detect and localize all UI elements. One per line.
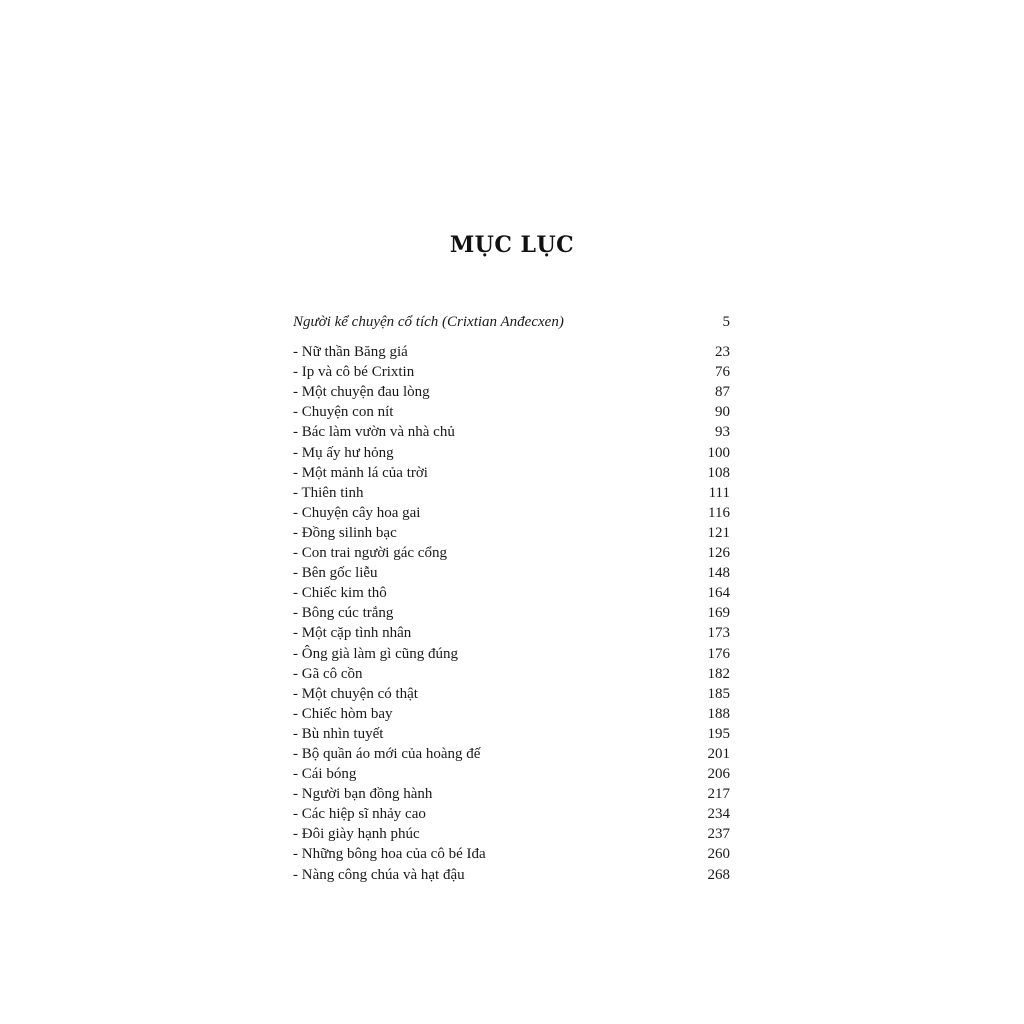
toc-entry [293, 563, 730, 583]
toc-entry [293, 804, 730, 824]
toc-entry-list [293, 342, 730, 885]
toc-entry [293, 422, 730, 442]
toc-entry-label: - Một chuyện đau lòng [293, 384, 430, 401]
toc-entry [293, 523, 730, 543]
toc-entry-page: 169 [707, 605, 730, 622]
toc-entry-label: - Bộ quần áo mới của hoàng đế [293, 745, 481, 762]
toc-entry [293, 724, 730, 744]
toc-entry-label: - Cái bóng [293, 766, 357, 783]
toc-intro-entry [293, 312, 730, 332]
toc-entry-label: - Người bạn đồng hành [293, 786, 433, 803]
toc-entry-label: - Một mảnh lá của trời [293, 464, 428, 481]
toc-entry [293, 362, 730, 382]
toc-entry [293, 342, 730, 362]
toc-entry [293, 543, 730, 563]
toc-entry-page: 100 [707, 444, 730, 461]
toc-entry-page: 108 [707, 464, 730, 481]
toc-entry-label: - Các hiệp sĩ nhảy cao [293, 806, 426, 823]
toc-entry-page: 87 [715, 384, 730, 401]
toc-entry [293, 664, 730, 684]
toc-entry-label: - Bông cúc trắng [293, 605, 394, 622]
toc-entry-page: 23 [715, 344, 730, 361]
toc-entry-label: Người kể chuyện cổ tích (Crixtian Anđecxen) [293, 314, 564, 330]
toc-entry-page: 176 [707, 645, 730, 662]
toc-entry-label: - Bù nhìn tuyết [293, 725, 384, 742]
toc-entry-page: 260 [707, 846, 730, 863]
toc-entry-label: - Một cặp tình nhân [293, 625, 412, 642]
toc-entry [293, 704, 730, 724]
toc-entry-label: - Ip và cô bé Crixtin [293, 364, 415, 381]
toc-entry-page: 201 [707, 745, 730, 762]
toc-entry [293, 382, 730, 402]
toc-entry [293, 402, 730, 422]
toc-entry [293, 865, 730, 885]
toc-entry [293, 824, 730, 844]
toc-entry [293, 503, 730, 523]
toc-entry-label: - Chiếc hòm bay [293, 705, 393, 722]
toc-entry-page: 148 [707, 565, 730, 582]
toc-entry-label: - Thiên tinh [293, 484, 364, 501]
toc-entry [293, 443, 730, 463]
toc-entry-page: 237 [707, 826, 730, 843]
toc-entry-page: 5 [722, 314, 730, 330]
table-of-contents [293, 312, 730, 885]
toc-entry-page: 188 [707, 705, 730, 722]
toc-entry [293, 844, 730, 864]
toc-entry-label: - Mụ ấy hư hỏng [293, 444, 394, 461]
toc-entry-page: 268 [707, 866, 730, 883]
toc-entry-label: - Ông già làm gì cũng đúng [293, 645, 458, 662]
toc-entry-label: - Chiếc kim thô [293, 585, 387, 602]
toc-entry-label: - Bên gốc liễu [293, 565, 378, 582]
toc-entry-label: - Con trai người gác cổng [293, 545, 447, 562]
toc-entry [293, 623, 730, 643]
toc-entry-label: - Bác làm vườn và nhà chủ [293, 424, 455, 441]
toc-entry [293, 684, 730, 704]
toc-entry-label: - Một chuyện có thật [293, 685, 418, 702]
toc-entry-label: - Những bông hoa của cô bé Iđa [293, 846, 486, 863]
toc-entry-page: 121 [707, 524, 730, 541]
toc-entry-page: 234 [707, 806, 730, 823]
toc-entry-label: - Chuyện cây hoa gai [293, 504, 421, 521]
toc-entry [293, 764, 730, 784]
toc-entry-page: 76 [715, 364, 730, 381]
toc-entry-label: - Đồng silinh bạc [293, 524, 397, 541]
toc-entry-page: 185 [707, 685, 730, 702]
toc-entry-page: 217 [707, 786, 730, 803]
toc-entry-page: 206 [707, 766, 730, 783]
toc-entry-page: 182 [707, 665, 730, 682]
page-title: MỤC LỤC [449, 232, 575, 258]
toc-entry [293, 583, 730, 603]
toc-entry [293, 744, 730, 764]
toc-entry-label: - Chuyện con nít [293, 404, 394, 421]
toc-entry [293, 644, 730, 664]
toc-entry-page: 93 [715, 424, 730, 441]
toc-entry [293, 784, 730, 804]
toc-entry-page: 116 [708, 504, 730, 521]
toc-entry-label: - Gã cô cồn [293, 665, 363, 682]
toc-entry-page: 164 [707, 585, 730, 602]
toc-entry-page: 195 [707, 725, 730, 742]
toc-entry-page: 90 [715, 404, 730, 421]
toc-entry [293, 463, 730, 483]
toc-entry-page: 111 [708, 484, 730, 501]
toc-entry-page: 126 [707, 545, 730, 562]
toc-entry [293, 603, 730, 623]
toc-entry-label: - Đôi giày hạnh phúc [293, 826, 420, 843]
toc-entry-label: - Nàng công chúa và hạt đậu [293, 866, 465, 883]
toc-entry [293, 483, 730, 503]
toc-entry-label: - Nữ thần Băng giá [293, 344, 408, 361]
toc-entry-page: 173 [707, 625, 730, 642]
